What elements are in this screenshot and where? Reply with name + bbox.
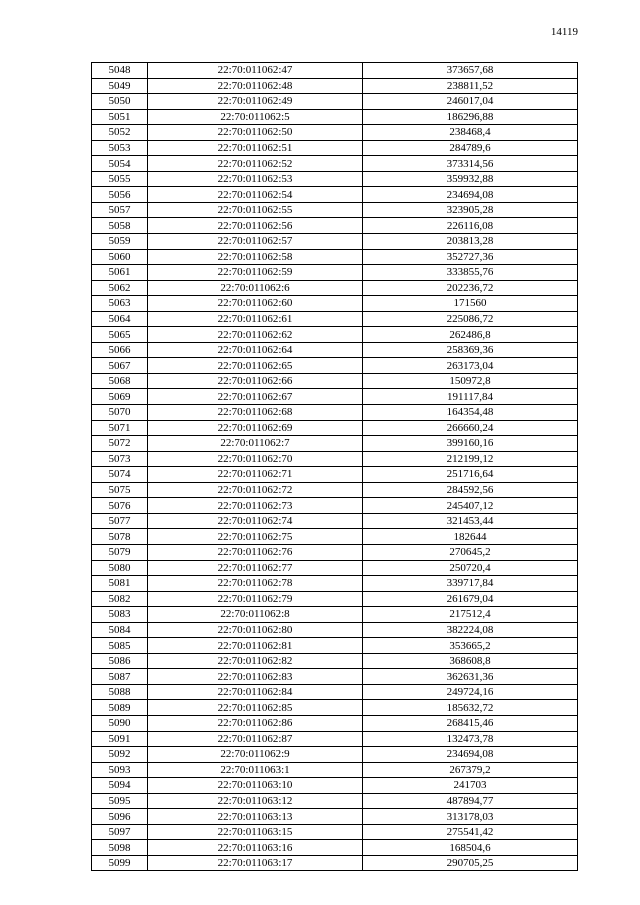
row-number-cell: 5083: [92, 607, 148, 623]
cadastral-number-cell: 22:70:011062:85: [148, 700, 363, 716]
cadastral-number-cell: 22:70:011062:5: [148, 109, 363, 125]
row-number-cell: 5087: [92, 669, 148, 685]
table-row: [92, 389, 578, 405]
value-cell: 246017,04: [363, 94, 578, 110]
table-row: [92, 171, 578, 187]
cadastral-number-cell: 22:70:011062:64: [148, 342, 363, 358]
value-cell: 249724,16: [363, 684, 578, 700]
cadastral-number-cell: 22:70:011062:53: [148, 171, 363, 187]
cadastral-number-cell: 22:70:011062:60: [148, 296, 363, 312]
value-cell: 333855,76: [363, 265, 578, 281]
row-number-cell: 5060: [92, 249, 148, 265]
row-number-cell: 5099: [92, 855, 148, 871]
row-number-cell: 5096: [92, 809, 148, 825]
cadastral-number-cell: 22:70:011062:84: [148, 684, 363, 700]
row-number-cell: 5057: [92, 202, 148, 218]
table-row: [92, 498, 578, 514]
cadastral-number-cell: 22:70:011063:12: [148, 793, 363, 809]
table-row: [92, 793, 578, 809]
table-row: [92, 63, 578, 79]
value-cell: 362631,36: [363, 669, 578, 685]
table-row: [92, 622, 578, 638]
value-cell: 261679,04: [363, 591, 578, 607]
value-cell: 262486,8: [363, 327, 578, 343]
cadastral-number-cell: 22:70:011062:86: [148, 715, 363, 731]
row-number-cell: 5067: [92, 358, 148, 374]
cadastral-number-cell: 22:70:011063:10: [148, 778, 363, 794]
value-cell: 323905,28: [363, 202, 578, 218]
row-number-cell: 5095: [92, 793, 148, 809]
row-number-cell: 5063: [92, 296, 148, 312]
cadastral-number-cell: 22:70:011062:69: [148, 420, 363, 436]
value-cell: 150972,8: [363, 373, 578, 389]
value-cell: 168504,6: [363, 840, 578, 856]
table-row: [92, 405, 578, 421]
table-row: [92, 218, 578, 234]
table-row: [92, 467, 578, 483]
cadastral-number-cell: 22:70:011062:52: [148, 156, 363, 172]
row-number-cell: 5073: [92, 451, 148, 467]
value-cell: 238811,52: [363, 78, 578, 94]
row-number-cell: 5071: [92, 420, 148, 436]
value-cell: 267379,2: [363, 762, 578, 778]
table-row: [92, 187, 578, 203]
table-row: [92, 342, 578, 358]
value-cell: 352727,36: [363, 249, 578, 265]
row-number-cell: 5077: [92, 513, 148, 529]
row-number-cell: 5049: [92, 78, 148, 94]
cadastral-number-cell: 22:70:011062:51: [148, 140, 363, 156]
row-number-cell: 5079: [92, 544, 148, 560]
cadastral-number-cell: 22:70:011063:17: [148, 855, 363, 871]
cadastral-number-cell: 22:70:011062:58: [148, 249, 363, 265]
value-cell: 268415,46: [363, 715, 578, 731]
value-cell: 373657,68: [363, 63, 578, 79]
value-cell: 226116,08: [363, 218, 578, 234]
value-cell: 339717,84: [363, 576, 578, 592]
value-cell: 321453,44: [363, 513, 578, 529]
cadastral-number-cell: 22:70:011062:47: [148, 63, 363, 79]
table-row: [92, 700, 578, 716]
row-number-cell: 5076: [92, 498, 148, 514]
value-cell: 368608,8: [363, 653, 578, 669]
cadastral-number-cell: 22:70:011062:56: [148, 218, 363, 234]
row-number-cell: 5072: [92, 436, 148, 452]
value-cell: 164354,48: [363, 405, 578, 421]
page-number: 14119: [550, 26, 578, 38]
cadastral-number-cell: 22:70:011062:73: [148, 498, 363, 514]
table-row: [92, 684, 578, 700]
row-number-cell: 5065: [92, 327, 148, 343]
row-number-cell: 5059: [92, 234, 148, 250]
table-row: [92, 94, 578, 110]
value-cell: 225086,72: [363, 311, 578, 327]
value-cell: 191117,84: [363, 389, 578, 405]
row-number-cell: 5081: [92, 576, 148, 592]
cadastral-number-cell: 22:70:011062:76: [148, 544, 363, 560]
table-row: [92, 311, 578, 327]
cadastral-number-cell: 22:70:011062:49: [148, 94, 363, 110]
row-number-cell: 5084: [92, 622, 148, 638]
value-cell: 234694,08: [363, 187, 578, 203]
value-cell: 238468,4: [363, 125, 578, 141]
cadastral-number-cell: 22:70:011062:54: [148, 187, 363, 203]
value-cell: 251716,64: [363, 467, 578, 483]
cadastral-number-cell: 22:70:011062:50: [148, 125, 363, 141]
table-row: [92, 202, 578, 218]
row-number-cell: 5051: [92, 109, 148, 125]
value-cell: 245407,12: [363, 498, 578, 514]
cadastral-number-cell: 22:70:011063:16: [148, 840, 363, 856]
row-number-cell: 5092: [92, 747, 148, 763]
cadastral-number-cell: 22:70:011063:13: [148, 809, 363, 825]
cadastral-number-cell: 22:70:011062:87: [148, 731, 363, 747]
row-number-cell: 5098: [92, 840, 148, 856]
cadastral-number-cell: 22:70:011062:81: [148, 638, 363, 654]
row-number-cell: 5053: [92, 140, 148, 156]
table-row: [92, 482, 578, 498]
table-row: [92, 653, 578, 669]
table-row: [92, 731, 578, 747]
row-number-cell: 5055: [92, 171, 148, 187]
row-number-cell: 5091: [92, 731, 148, 747]
row-number-cell: 5088: [92, 684, 148, 700]
row-number-cell: 5048: [92, 63, 148, 79]
table-row: [92, 373, 578, 389]
cadastral-number-cell: 22:70:011062:82: [148, 653, 363, 669]
row-number-cell: 5068: [92, 373, 148, 389]
cadastral-table: [91, 62, 578, 871]
cadastral-number-cell: 22:70:011062:79: [148, 591, 363, 607]
cadastral-number-cell: 22:70:011062:8: [148, 607, 363, 623]
cadastral-number-cell: 22:70:011062:61: [148, 311, 363, 327]
value-cell: 217512,4: [363, 607, 578, 623]
cadastral-number-cell: 22:70:011062:62: [148, 327, 363, 343]
row-number-cell: 5086: [92, 653, 148, 669]
table-row: [92, 280, 578, 296]
cadastral-number-cell: 22:70:011062:48: [148, 78, 363, 94]
cadastral-number-cell: 22:70:011062:77: [148, 560, 363, 576]
table-row: [92, 669, 578, 685]
cadastral-number-cell: 22:70:011062:83: [148, 669, 363, 685]
row-number-cell: 5097: [92, 824, 148, 840]
value-cell: 290705,25: [363, 855, 578, 871]
cadastral-number-cell: 22:70:011062:55: [148, 202, 363, 218]
table-row: [92, 436, 578, 452]
table-row: [92, 607, 578, 623]
value-cell: 203813,28: [363, 234, 578, 250]
row-number-cell: 5054: [92, 156, 148, 172]
table-row: [92, 715, 578, 731]
cadastral-number-cell: 22:70:011062:66: [148, 373, 363, 389]
table-row: [92, 327, 578, 343]
table-row: [92, 529, 578, 545]
table-row: [92, 840, 578, 856]
value-cell: 132473,78: [363, 731, 578, 747]
table-row: [92, 109, 578, 125]
cadastral-number-cell: 22:70:011062:78: [148, 576, 363, 592]
cadastral-number-cell: 22:70:011062:65: [148, 358, 363, 374]
value-cell: 186296,88: [363, 109, 578, 125]
row-number-cell: 5078: [92, 529, 148, 545]
cadastral-number-cell: 22:70:011062:6: [148, 280, 363, 296]
table-row: [92, 576, 578, 592]
value-cell: 171560: [363, 296, 578, 312]
value-cell: 284592,56: [363, 482, 578, 498]
value-cell: 275541,42: [363, 824, 578, 840]
value-cell: 182644: [363, 529, 578, 545]
value-cell: 263173,04: [363, 358, 578, 374]
value-cell: 399160,16: [363, 436, 578, 452]
table-row: [92, 451, 578, 467]
row-number-cell: 5061: [92, 265, 148, 281]
cadastral-number-cell: 22:70:011062:70: [148, 451, 363, 467]
table-row: [92, 560, 578, 576]
table-row: [92, 78, 578, 94]
value-cell: 487894,77: [363, 793, 578, 809]
row-number-cell: 5058: [92, 218, 148, 234]
value-cell: 241703: [363, 778, 578, 794]
row-number-cell: 5093: [92, 762, 148, 778]
row-number-cell: 5089: [92, 700, 148, 716]
cadastral-number-cell: 22:70:011062:7: [148, 436, 363, 452]
row-number-cell: 5050: [92, 94, 148, 110]
row-number-cell: 5064: [92, 311, 148, 327]
cadastral-number-cell: 22:70:011062:67: [148, 389, 363, 405]
cadastral-number-cell: 22:70:011062:71: [148, 467, 363, 483]
row-number-cell: 5069: [92, 389, 148, 405]
value-cell: 359932,88: [363, 171, 578, 187]
table-row: [92, 747, 578, 763]
table-row: [92, 125, 578, 141]
row-number-cell: 5080: [92, 560, 148, 576]
table-row: [92, 296, 578, 312]
table-row: [92, 778, 578, 794]
value-cell: 373314,56: [363, 156, 578, 172]
value-cell: 258369,36: [363, 342, 578, 358]
cadastral-number-cell: 22:70:011062:75: [148, 529, 363, 545]
value-cell: 284789,6: [363, 140, 578, 156]
cadastral-table-container: [91, 62, 577, 871]
cadastral-number-cell: 22:70:011062:74: [148, 513, 363, 529]
table-row: [92, 809, 578, 825]
table-row: [92, 249, 578, 265]
value-cell: 270645,2: [363, 544, 578, 560]
table-row: [92, 234, 578, 250]
value-cell: 234694,08: [363, 747, 578, 763]
row-number-cell: 5062: [92, 280, 148, 296]
table-row: [92, 824, 578, 840]
row-number-cell: 5056: [92, 187, 148, 203]
value-cell: 382224,08: [363, 622, 578, 638]
table-row: [92, 513, 578, 529]
table-row: [92, 420, 578, 436]
value-cell: 313178,03: [363, 809, 578, 825]
value-cell: 353665,2: [363, 638, 578, 654]
row-number-cell: 5066: [92, 342, 148, 358]
value-cell: 185632,72: [363, 700, 578, 716]
cadastral-number-cell: 22:70:011062:80: [148, 622, 363, 638]
row-number-cell: 5052: [92, 125, 148, 141]
cadastral-number-cell: 22:70:011062:9: [148, 747, 363, 763]
table-row: [92, 544, 578, 560]
cadastral-number-cell: 22:70:011062:72: [148, 482, 363, 498]
cadastral-number-cell: 22:70:011062:59: [148, 265, 363, 281]
cadastral-number-cell: 22:70:011062:68: [148, 405, 363, 421]
row-number-cell: 5074: [92, 467, 148, 483]
row-number-cell: 5070: [92, 405, 148, 421]
value-cell: 250720,4: [363, 560, 578, 576]
table-row: [92, 855, 578, 871]
value-cell: 212199,12: [363, 451, 578, 467]
table-row: [92, 156, 578, 172]
cadastral-number-cell: 22:70:011063:1: [148, 762, 363, 778]
value-cell: 202236,72: [363, 280, 578, 296]
cadastral-number-cell: 22:70:011063:15: [148, 824, 363, 840]
row-number-cell: 5090: [92, 715, 148, 731]
cadastral-number-cell: 22:70:011062:57: [148, 234, 363, 250]
table-row: [92, 638, 578, 654]
row-number-cell: 5094: [92, 778, 148, 794]
table-row: [92, 358, 578, 374]
table-row: [92, 265, 578, 281]
row-number-cell: 5082: [92, 591, 148, 607]
table-row: [92, 762, 578, 778]
table-row: [92, 591, 578, 607]
row-number-cell: 5085: [92, 638, 148, 654]
table-body: [92, 63, 578, 871]
row-number-cell: 5075: [92, 482, 148, 498]
value-cell: 266660,24: [363, 420, 578, 436]
table-row: [92, 140, 578, 156]
